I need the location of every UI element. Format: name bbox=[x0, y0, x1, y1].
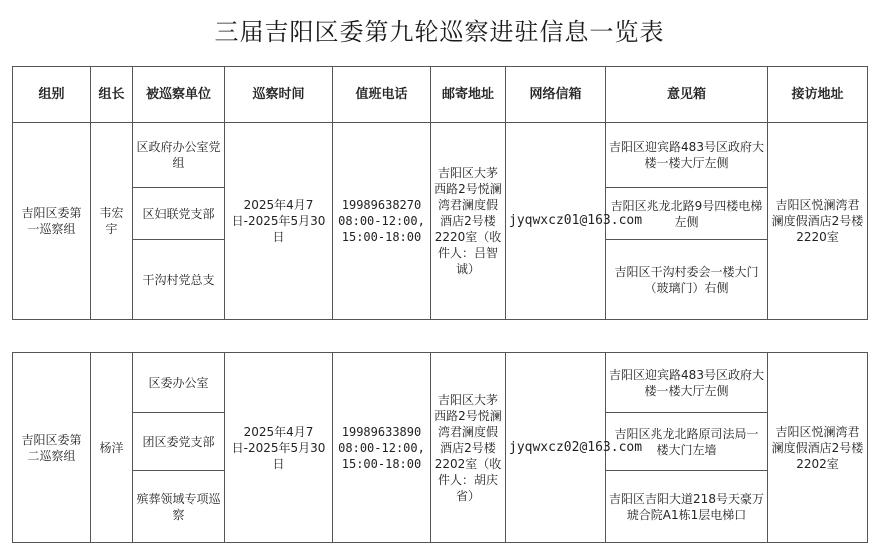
mail-address: 吉阳区大茅西路2号悦澜湾君澜度假酒店2号楼2202室（收件人：胡庆省） bbox=[431, 353, 506, 543]
inspection-table-group-2 bbox=[12, 352, 868, 543]
inspected-unit: 区委办公室 bbox=[133, 353, 225, 413]
email-address: jyqwxcz01@163.com bbox=[506, 123, 606, 320]
opinion-box: 吉阳区干沟村委会一楼大门（玻璃门）右侧 bbox=[606, 240, 768, 320]
inspection-time: 2025年4月7日-2025年5月30日 bbox=[225, 123, 333, 320]
inspection-time: 2025年4月7日-2025年5月30日 bbox=[225, 353, 333, 543]
inspected-unit: 殡葬领域专项巡察 bbox=[133, 471, 225, 543]
table-row bbox=[13, 123, 868, 188]
header-row bbox=[13, 67, 868, 123]
inspected-unit: 区政府办公室党组 bbox=[133, 123, 225, 188]
group-leader: 杨洋 bbox=[91, 353, 133, 543]
header-mail: 邮寄地址 bbox=[431, 67, 506, 123]
opinion-box: 吉阳区迎宾路483号区政府大楼一楼大厅左侧 bbox=[606, 353, 768, 413]
hours-morning: 08:00-12:00, bbox=[338, 214, 425, 228]
opinion-box: 吉阳区吉阳大道218号天豪万琥合院A1栋1层电梯口 bbox=[606, 471, 768, 543]
mail-address: 吉阳区大茅西路2号悦澜湾君澜度假酒店2号楼2220室（收件人：吕智诚） bbox=[431, 123, 506, 320]
header-visit: 接访地址 bbox=[768, 67, 868, 123]
header-group: 组别 bbox=[13, 67, 91, 123]
opinion-box: 吉阳区兆龙北路原司法局一楼大门左墙 bbox=[606, 413, 768, 471]
phone-number: 19989633890 bbox=[341, 424, 422, 439]
inspection-table-group-1 bbox=[12, 66, 868, 320]
table-row bbox=[13, 353, 868, 413]
header-email: 网络信箱 bbox=[506, 67, 606, 123]
inspected-unit: 干沟村党总支 bbox=[133, 240, 225, 320]
group-name: 吉阳区委第一巡察组 bbox=[13, 123, 91, 320]
hours-afternoon: 15:00-18:00 bbox=[341, 456, 422, 471]
opinion-box: 吉阳区迎宾路483号区政府大楼一楼大厅左侧 bbox=[606, 123, 768, 188]
header-time: 巡察时间 bbox=[225, 67, 333, 123]
inspected-unit: 团区委党支部 bbox=[133, 413, 225, 471]
opinion-box: 吉阳区兆龙北路9号四楼电梯左侧 bbox=[606, 188, 768, 240]
visit-address: 吉阳区悦澜湾君澜度假酒店2号楼2220室 bbox=[768, 123, 868, 320]
header-phone: 值班电话 bbox=[333, 67, 431, 123]
phone-number: 19989638270 bbox=[341, 198, 422, 212]
hours-morning: 08:00-12:00, bbox=[338, 440, 425, 455]
duty-phone bbox=[333, 353, 431, 543]
visit-address: 吉阳区悦澜湾君澜度假酒店2号楼2202室 bbox=[768, 353, 868, 543]
group-name: 吉阳区委第二巡察组 bbox=[13, 353, 91, 543]
email-address: jyqwxcz02@163.com bbox=[506, 353, 606, 543]
page-title: 三届吉阳区委第九轮巡察进驻信息一览表 bbox=[214, 18, 665, 46]
duty-phone bbox=[333, 123, 431, 320]
group-leader: 韦宏宇 bbox=[91, 123, 133, 320]
header-box: 意见箱 bbox=[606, 67, 768, 123]
inspected-unit: 区妇联党支部 bbox=[133, 188, 225, 240]
header-leader: 组长 bbox=[91, 67, 133, 123]
header-unit: 被巡察单位 bbox=[133, 67, 225, 123]
hours-afternoon: 15:00-18:00 bbox=[341, 230, 422, 244]
